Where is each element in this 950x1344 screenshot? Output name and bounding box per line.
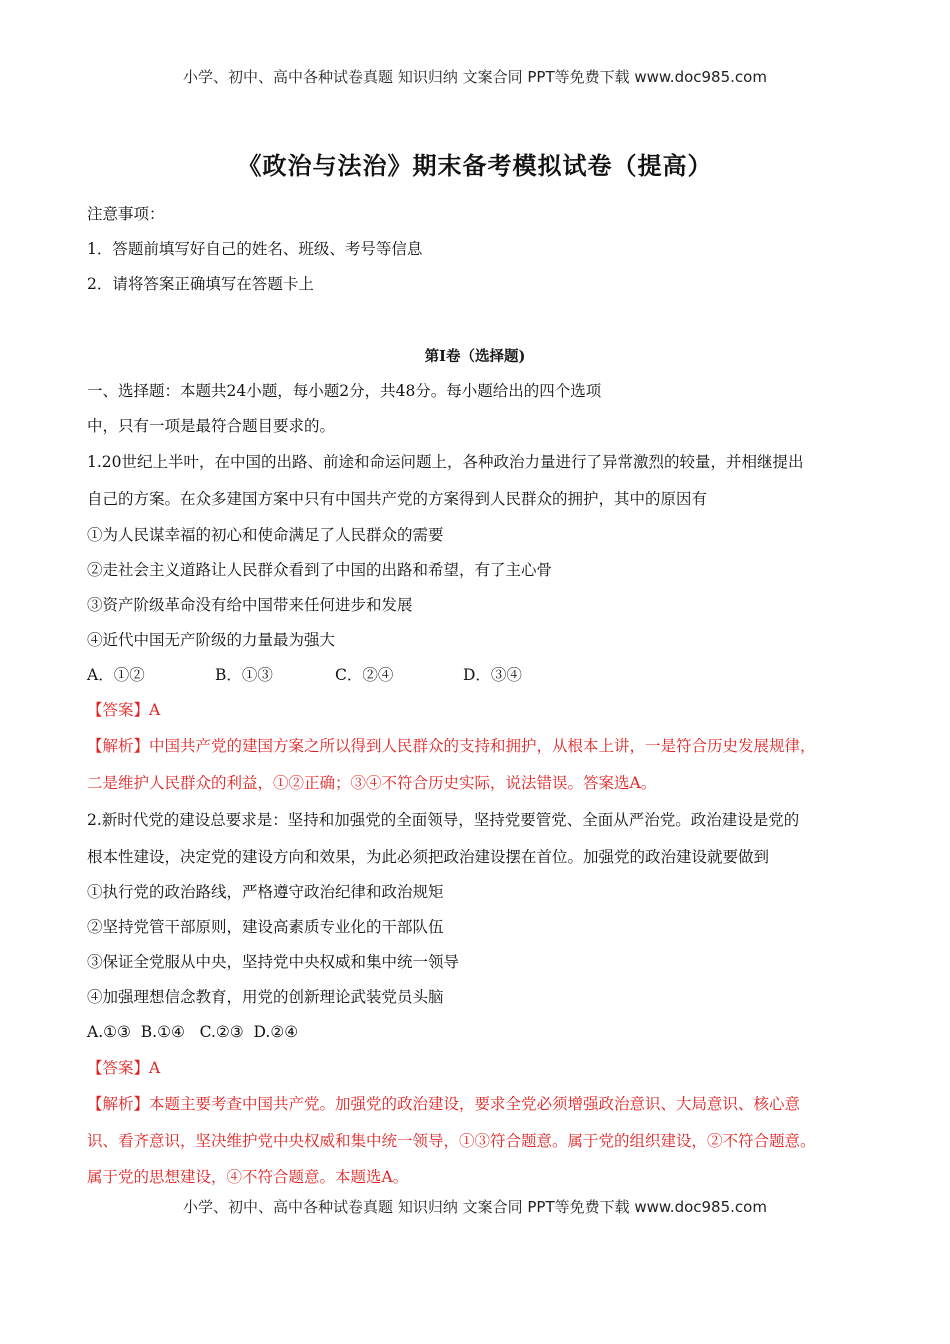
q1-item: ①为人民谋幸福的初心和使命满足了人民群众的需要 bbox=[87, 526, 444, 544]
q2-stem-line: 根本性建设，决定党的建设方向和效果，为此必须把政治建设摆在首位。加强党的政治建设就要做到 bbox=[87, 848, 770, 866]
notice-item: 1．答题前填写好自己的姓名、班级、考号等信息 bbox=[87, 240, 423, 258]
q1-item: ②走社会主义道路让人民群众看到了中国的出路和希望，有了主心骨 bbox=[87, 561, 553, 579]
notice-heading: 注意事项： bbox=[87, 205, 165, 223]
q2-options: A.①③ B.①④ C.②③ D.②④ bbox=[87, 1023, 299, 1041]
q1-analysis-line: 二是维护人民群众的利益，①②正确；③④不符合历史实际，说法错误。答案选A。 bbox=[87, 774, 657, 792]
q2-item: ①执行党的政治路线，严格遵守政治纪律和政治规矩 bbox=[87, 883, 444, 901]
page-title: 《政治与法治》期末备考模拟试卷（提高） bbox=[237, 151, 713, 180]
q2-analysis-line: 识、看齐意识，坚决维护党中央权威和集中统一领导，①③符合题意。属于党的组织建设，②不符合题意。 bbox=[87, 1132, 816, 1150]
q1-item: ④近代中国无产阶级的力量最为强大 bbox=[87, 631, 336, 649]
q1-analysis-line: 【解析】中国共产党的建国方案之所以得到人民群众的支持和拥护，从根本上讲，一是符合历史发展规律， bbox=[87, 737, 816, 755]
q2-analysis-line: 【解析】本题主要考查中国共产党。加强党的政治建设，要求全党必须增强政治意识、大局意识、核心意 bbox=[87, 1095, 801, 1113]
q1-item: ③资产阶级革命没有给中国带来任何进步和发展 bbox=[87, 596, 413, 614]
q1-options bbox=[87, 665, 522, 685]
q1-option-a: A．①② bbox=[87, 666, 145, 684]
q1-answer: 【答案】A bbox=[87, 701, 161, 719]
q1-stem-line: 自己的方案。在众多建国方案中只有中国共产党的方案得到人民群众的拥护，其中的原因有 bbox=[87, 490, 708, 508]
page-header: 小学、初中、高中各种试卷真题 知识归纳 文案合同 PPT等免费下载 www.doc985.com bbox=[183, 68, 767, 86]
q2-analysis-line: 属于党的思想建设，④不符合题意。本题选A。 bbox=[87, 1168, 409, 1186]
q1-option-b: B．①③ bbox=[215, 666, 273, 684]
section-heading: 第I卷（选择题) bbox=[424, 348, 526, 365]
q2-item: ②坚持党管干部原则，建设高素质专业化的干部队伍 bbox=[87, 918, 444, 936]
instructions-line: 中，只有一项是最符合题目要求的。 bbox=[87, 417, 336, 435]
q1-option-c: C．②④ bbox=[335, 666, 394, 684]
notice-item: 2．请将答案正确填写在答题卡上 bbox=[87, 275, 314, 293]
page-footer: 小学、初中、高中各种试卷真题 知识归纳 文案合同 PPT等免费下载 www.doc985.com bbox=[183, 1198, 767, 1216]
instructions-line: 一、选择题：本题共24小题，每小题2分，共48分。每小题给出的四个选项 bbox=[87, 382, 602, 400]
q2-stem-line: 2.新时代党的建设总要求是：坚持和加强党的全面领导，坚持党要管党、全面从严治党。政治建设是党的 bbox=[87, 811, 800, 829]
q2-item: ③保证全党服从中央，坚持党中央权威和集中统一领导 bbox=[87, 953, 460, 971]
q2-answer: 【答案】A bbox=[87, 1059, 161, 1077]
q2-item: ④加强理想信念教育，用党的创新理论武装党员头脑 bbox=[87, 988, 444, 1006]
q1-stem-line: 1.20世纪上半叶，在中国的出路、前途和命运问题上，各种政治力量进行了异常激烈的较量，并相继提出 bbox=[87, 453, 804, 471]
q1-option-d: D．③④ bbox=[463, 666, 522, 684]
